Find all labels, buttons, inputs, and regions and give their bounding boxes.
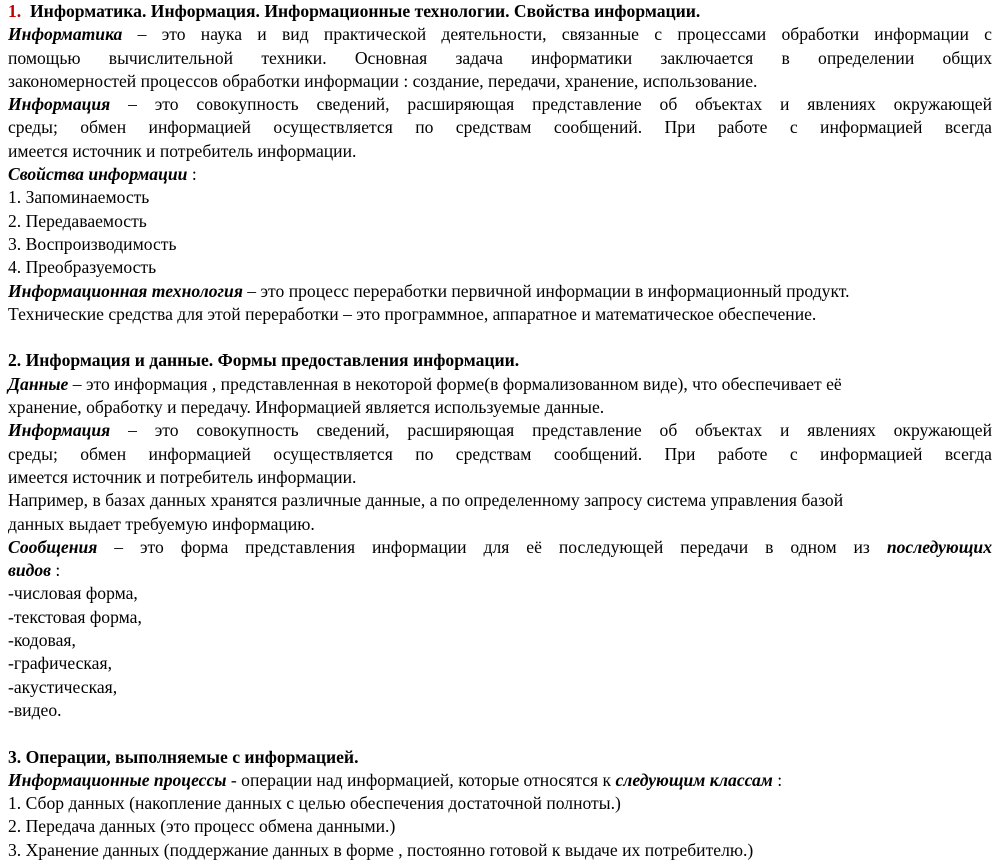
- section-1-heading: [8, 0, 992, 23]
- paragraph-line: закономерностей процессов обработки информации : создание, передачи, хранение, использование.: [8, 70, 758, 91]
- paragraph-line: [8, 280, 992, 303]
- spacer: [8, 326, 992, 349]
- list-item: -графическая,: [8, 653, 112, 674]
- paragraph-line: [8, 769, 992, 792]
- paragraph-line: [8, 373, 992, 396]
- spacer: [8, 722, 992, 745]
- list-item: -видео.: [8, 699, 62, 720]
- paragraph-line: среды; обмен информацией осуществляется по средствам сообщений. При работе с информацией всегда: [8, 443, 992, 464]
- text: :: [51, 560, 61, 581]
- list-item: 2. Передача данных (это процесс обмена данными.): [8, 816, 396, 837]
- text: :: [772, 769, 783, 790]
- paragraph-line: Технические средства для этой переработки – это программное, аппаратное и математическое обеспечение.: [8, 303, 817, 324]
- list-item: -акустическая,: [8, 676, 118, 697]
- section-number: 1.: [8, 1, 22, 21]
- text: – это совокупность сведений, расширяющая представление об объектах и явлениях окружающей: [110, 420, 992, 441]
- text: - операции над информацией, которые относятся к: [226, 769, 616, 790]
- emphasis: видов: [8, 560, 52, 581]
- paragraph-line: [8, 536, 992, 559]
- document: [8, 0, 992, 862]
- list-item: -кодовая,: [8, 630, 76, 651]
- term: Информационная технология: [8, 280, 243, 301]
- text: – это совокупность сведений, расширяющая представление об объектах и явлениях окружающей: [110, 94, 992, 115]
- text: – это процесс переработки первичной информации в информационный продукт.: [242, 280, 850, 301]
- term: Сообщения: [8, 536, 98, 557]
- list-item: 3. Воспроизводимость: [8, 233, 177, 254]
- term: Информация: [8, 420, 111, 441]
- text: :: [187, 164, 197, 185]
- paragraph-line: [8, 559, 992, 582]
- paragraph-line: [8, 93, 992, 116]
- section-title: Информатика. Информация. Информационные технологии. Свойства информации.: [30, 1, 701, 21]
- paragraph-line: имеется источник и потребитель информации.: [8, 140, 357, 161]
- list-item: 1. Запоминаемость: [8, 187, 150, 208]
- list-item: 1. Сбор данных (накопление данных с целью обеспечения достаточной полноты.): [8, 793, 621, 814]
- term: Информация: [8, 94, 111, 115]
- paragraph-line: имеется источник и потребитель информации.: [8, 466, 357, 487]
- emphasis: последующих: [886, 536, 992, 557]
- paragraph-line: среды; обмен информацией осуществляется по средствам сообщений. При работе с информацией всегда: [8, 117, 992, 138]
- emphasis: следующим классам: [615, 769, 773, 790]
- paragraph-line: хранение, обработку и передачу. Информацией является используемые данные.: [8, 397, 605, 418]
- text: – это информация , представленная в некоторой форме(в формализованном виде), что обеспечивает её: [68, 373, 842, 394]
- term: Свойства информации: [8, 164, 188, 185]
- paragraph-line: помощью вычислительной техники. Основная задача информатики заключается в определении общих: [8, 47, 992, 68]
- list-item: -текстовая форма,: [8, 606, 142, 627]
- section-2-heading: 2. Информация и данные. Формы предоставления информации.: [8, 350, 520, 371]
- paragraph-line: данных выдает требуемую информацию.: [8, 513, 315, 534]
- list-item: 3. Хранение данных (поддержание данных в форме , постоянно готовой к выдаче их потребителю.): [8, 839, 754, 860]
- paragraph-line: Например, в базах данных хранятся различные данные, а по определенному запросу система управления базой: [8, 490, 844, 511]
- list-item: 2. Передаваемость: [8, 210, 147, 231]
- text: – это форма представления информации для её последующей передачи в одном из: [97, 536, 887, 557]
- term: Данные: [8, 373, 69, 394]
- list-item: -числовая форма,: [8, 583, 138, 604]
- text: – это наука и вид практической деятельности, связанные с процессами обработки информации с: [122, 24, 992, 45]
- paragraph-line: [8, 23, 992, 46]
- list-item: 4. Преобразуемость: [8, 257, 157, 278]
- section-3-heading: 3. Операции, выполняемые с информацией.: [8, 746, 359, 767]
- paragraph-line: [8, 163, 992, 186]
- paragraph-line: [8, 419, 992, 442]
- term: Информационные процессы: [8, 769, 227, 790]
- term: Информатика: [8, 24, 123, 45]
